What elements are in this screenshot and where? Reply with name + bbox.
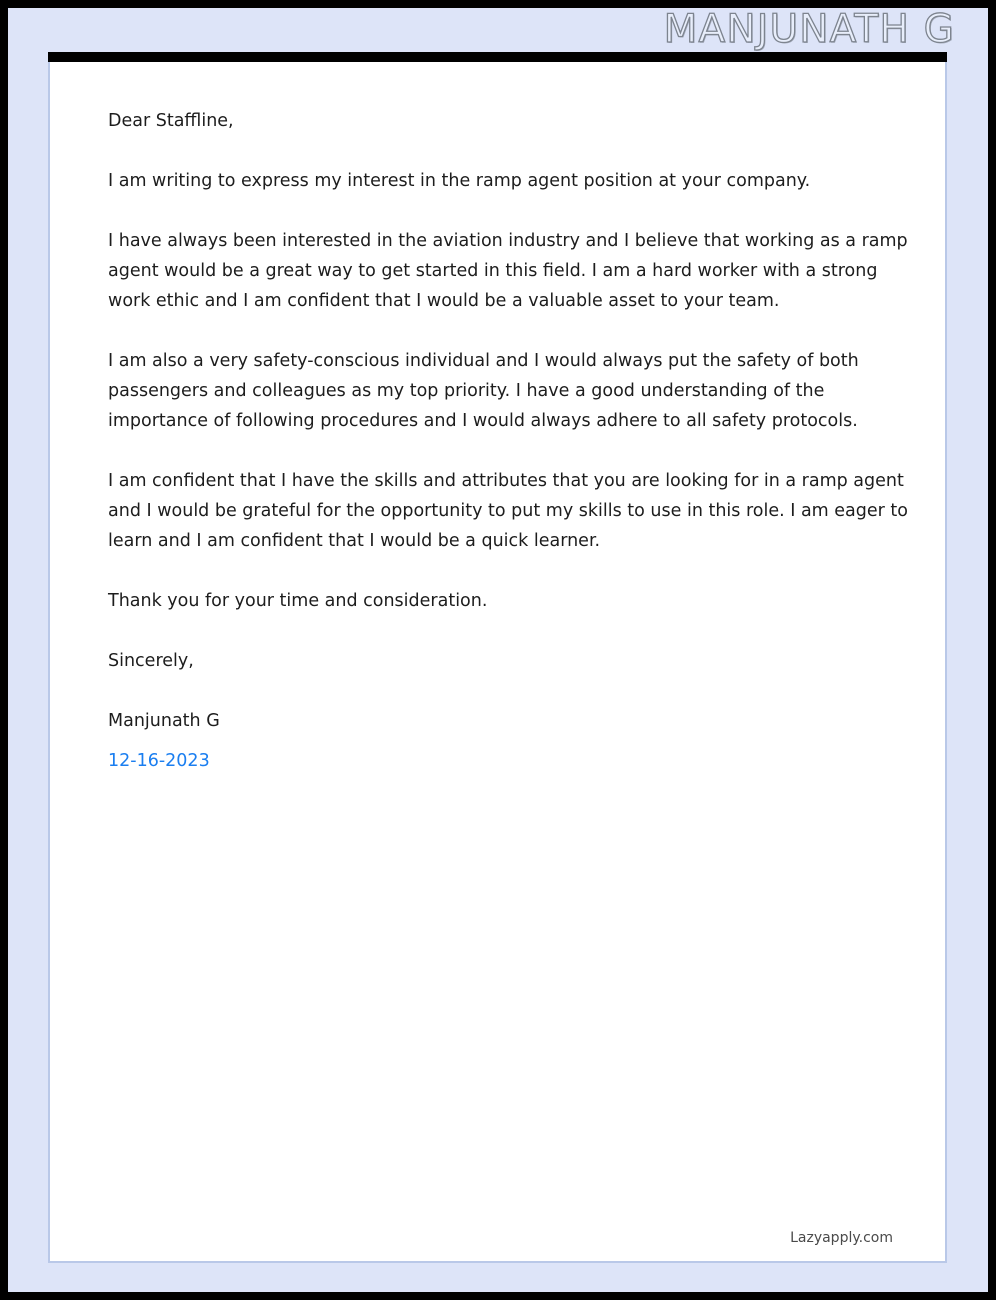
letter-paragraph-2: I have always been interested in the aviation industry and I believe that working as a ramp agent would be a great way to get started in this field. I am a hard worker with a strong work ethic and I am confident that I would be a valuable asset to your team. [108, 231, 908, 311]
letter-closing-thanks: Thank you for your time and consideration. [108, 591, 488, 611]
page-frame [8, 8, 988, 1292]
letter-paragraph-4: I am confident that I have the skills and attributes that you are looking for in a ramp agent and I would be grateful for the opportunity to put my skills to use in this role. I am eager to learn and I am confident that I would be a quick learner. [108, 471, 908, 551]
letter-date: 12-16-2023 [108, 751, 210, 771]
letter-paragraph-1: I am writing to express my interest in the ramp agent position at your company. [108, 171, 811, 191]
document-header [8, 8, 988, 52]
footer-watermark: Lazyapply.com [790, 1230, 893, 1246]
sheet-top-rule [48, 52, 947, 62]
signature-name: Manjunath G [108, 711, 220, 731]
applicant-name-heading: MANJUNATH G [663, 7, 955, 52]
letter-sheet [48, 62, 947, 1263]
letter-closing-salutation: Sincerely, [108, 651, 194, 671]
salutation: Dear Staffline, [108, 111, 234, 131]
letter-body [108, 106, 908, 776]
letter-paragraph-3: I am also a very safety-conscious individual and I would always put the safety of both passengers and colleagues as my top priority. I have a good understanding of the importance of following procedures and I would always adhere to all safety protocols. [108, 351, 859, 431]
